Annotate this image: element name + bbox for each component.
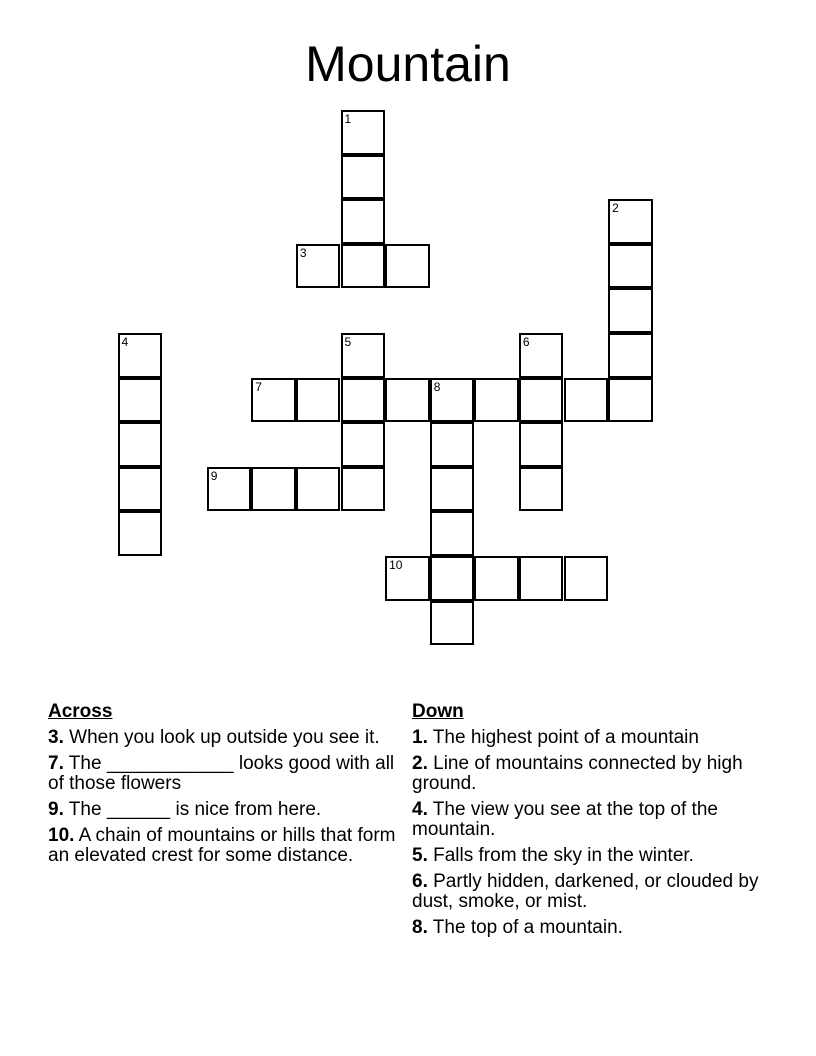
crossword-cell[interactable] — [430, 422, 475, 467]
down-clue — [412, 754, 762, 794]
crossword-cell[interactable] — [341, 110, 386, 155]
across-clues — [48, 702, 398, 872]
down-clues — [412, 702, 762, 944]
clue-number: 5. — [412, 845, 428, 866]
crossword-cell[interactable] — [341, 467, 386, 512]
clue-number: 2 — [612, 201, 619, 216]
crossword-cell[interactable] — [519, 467, 564, 512]
clue-text: The ____________ looks good with all of those flowers — [48, 753, 395, 794]
crossword-cell[interactable] — [474, 378, 519, 423]
crossword-cell[interactable] — [385, 378, 430, 423]
clue-text: Line of mountains connected by high ground. — [412, 753, 743, 794]
crossword-cell[interactable] — [519, 422, 564, 467]
crossword-cell[interactable] — [118, 511, 163, 556]
crossword-cell[interactable] — [251, 467, 296, 512]
crossword-cell[interactable] — [118, 467, 163, 512]
clue-number: 7. — [48, 753, 64, 774]
clue-number: 8 — [433, 379, 441, 394]
crossword-cell[interactable] — [430, 378, 475, 423]
down-clue-list — [412, 728, 762, 938]
crossword-cell[interactable] — [296, 244, 341, 289]
clue-number: 3 — [299, 245, 307, 260]
clue-number: 4 — [121, 335, 129, 349]
clue-number: 3. — [48, 727, 64, 748]
clue-text: Falls from the sky in the winter. — [427, 845, 694, 866]
across-clue — [48, 826, 398, 866]
crossword-cell[interactable] — [341, 244, 386, 289]
crossword-cell[interactable] — [341, 333, 386, 378]
crossword-cell[interactable] — [341, 378, 386, 423]
across-clue — [48, 800, 398, 820]
crossword-cell[interactable] — [341, 199, 386, 244]
page-title: Mountain — [305, 36, 511, 92]
crossword-cell[interactable] — [251, 378, 296, 423]
crossword-cell[interactable] — [430, 511, 475, 556]
clue-number: 5 — [344, 335, 352, 349]
crossword-cell[interactable] — [608, 378, 653, 423]
crossword-cell[interactable] — [341, 155, 386, 200]
clue-number: 7 — [255, 379, 262, 394]
across-clue-list — [48, 728, 398, 866]
clue-text: The top of a mountain. — [427, 917, 623, 938]
down-clue — [412, 872, 762, 912]
clue-number: 8. — [412, 917, 428, 938]
crossword-cell[interactable] — [118, 378, 163, 423]
crossword-cell[interactable] — [341, 422, 386, 467]
crossword-cell[interactable] — [207, 467, 252, 512]
crossword-cell[interactable] — [608, 333, 653, 378]
crossword-cell[interactable] — [519, 378, 564, 423]
clue-text: When you look up outside you see it. — [63, 727, 380, 748]
across-clue — [48, 728, 398, 748]
clue-number: 10 — [389, 558, 403, 572]
crossword-cell[interactable] — [430, 556, 475, 601]
crossword-cell[interactable] — [430, 467, 475, 512]
clue-number: 1 — [344, 112, 352, 126]
clue-number: 9. — [48, 799, 64, 820]
across-clue — [48, 754, 398, 794]
down-clue — [412, 800, 762, 840]
crossword-cell[interactable] — [519, 333, 564, 378]
down-clue — [412, 846, 762, 866]
clue-number: 6 — [522, 335, 530, 349]
down-clue — [412, 728, 762, 748]
crossword-cell[interactable] — [296, 378, 341, 423]
down-heading: Down — [412, 701, 464, 722]
crossword-cell[interactable] — [519, 556, 564, 601]
clue-text: A chain of mountains or hills that form an elevated crest for some distance. — [48, 825, 396, 866]
crossword-cell[interactable] — [474, 556, 519, 601]
crossword-cell[interactable] — [430, 601, 475, 646]
clue-text: The highest point of a mountain — [427, 727, 699, 748]
clue-number: 9 — [210, 468, 218, 483]
crossword-cell[interactable] — [564, 556, 609, 601]
crossword-cell[interactable] — [385, 244, 430, 289]
crossword-cell[interactable] — [608, 288, 653, 333]
clue-number: 2. — [412, 753, 428, 774]
clue-number: 1. — [412, 727, 428, 748]
clue-text: The ______ is nice from here. — [63, 799, 322, 820]
crossword-cell[interactable] — [608, 244, 653, 289]
clue-number: 4. — [412, 799, 428, 820]
crossword-cell[interactable] — [296, 467, 341, 512]
clue-number: 10. — [48, 825, 75, 846]
clue-text: The view you see at the top of the mountain. — [412, 799, 718, 840]
clue-number: 6. — [412, 871, 428, 892]
crossword-cell[interactable] — [385, 556, 430, 601]
crossword-cell[interactable] — [564, 378, 609, 423]
crossword-cell[interactable] — [118, 333, 163, 378]
crossword-cell[interactable] — [608, 199, 653, 244]
down-clue — [412, 918, 762, 938]
clue-text: Partly hidden, darkened, or clouded by dust, smoke, or mist. — [412, 871, 759, 912]
crossword-cell[interactable] — [118, 422, 163, 467]
across-heading: Across — [48, 701, 113, 722]
